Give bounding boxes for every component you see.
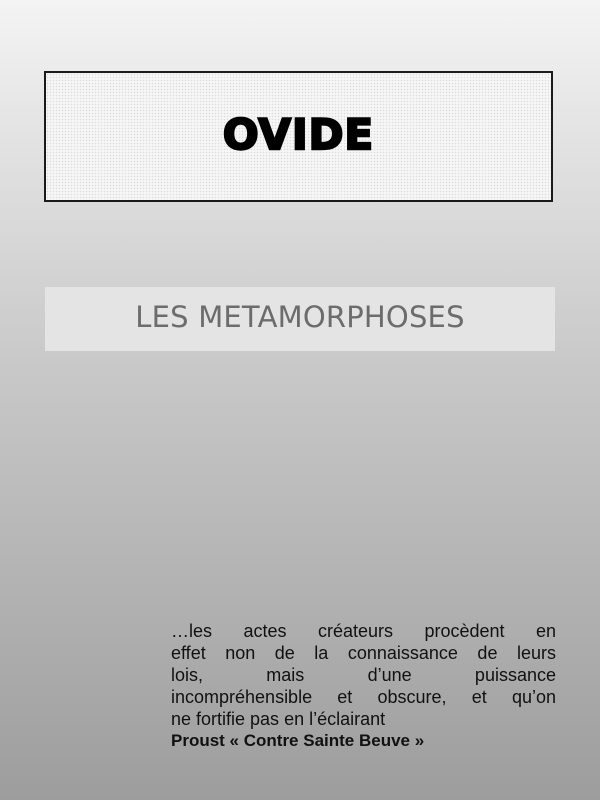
quote-attribution: Proust « Contre Sainte Beuve » <box>171 731 425 750</box>
book-subtitle: LES METAMORPHOSES <box>135 300 465 334</box>
quote-line: …les actes créateurs procèdent en <box>171 621 556 641</box>
quote-line: incompréhensible et obscure, et qu’on <box>171 687 556 707</box>
subtitle-band <box>45 287 555 351</box>
epigraph-quote <box>171 620 556 752</box>
quote-line: lois, mais d’une puissance <box>171 665 556 685</box>
title-box <box>44 71 553 202</box>
book-author-title: OVIDE <box>222 110 375 159</box>
quote-line: ne fortifie pas en l’éclairant <box>171 709 386 729</box>
quote-text <box>171 620 556 730</box>
quote-line: effet non de la connaissance de leurs <box>171 643 556 663</box>
